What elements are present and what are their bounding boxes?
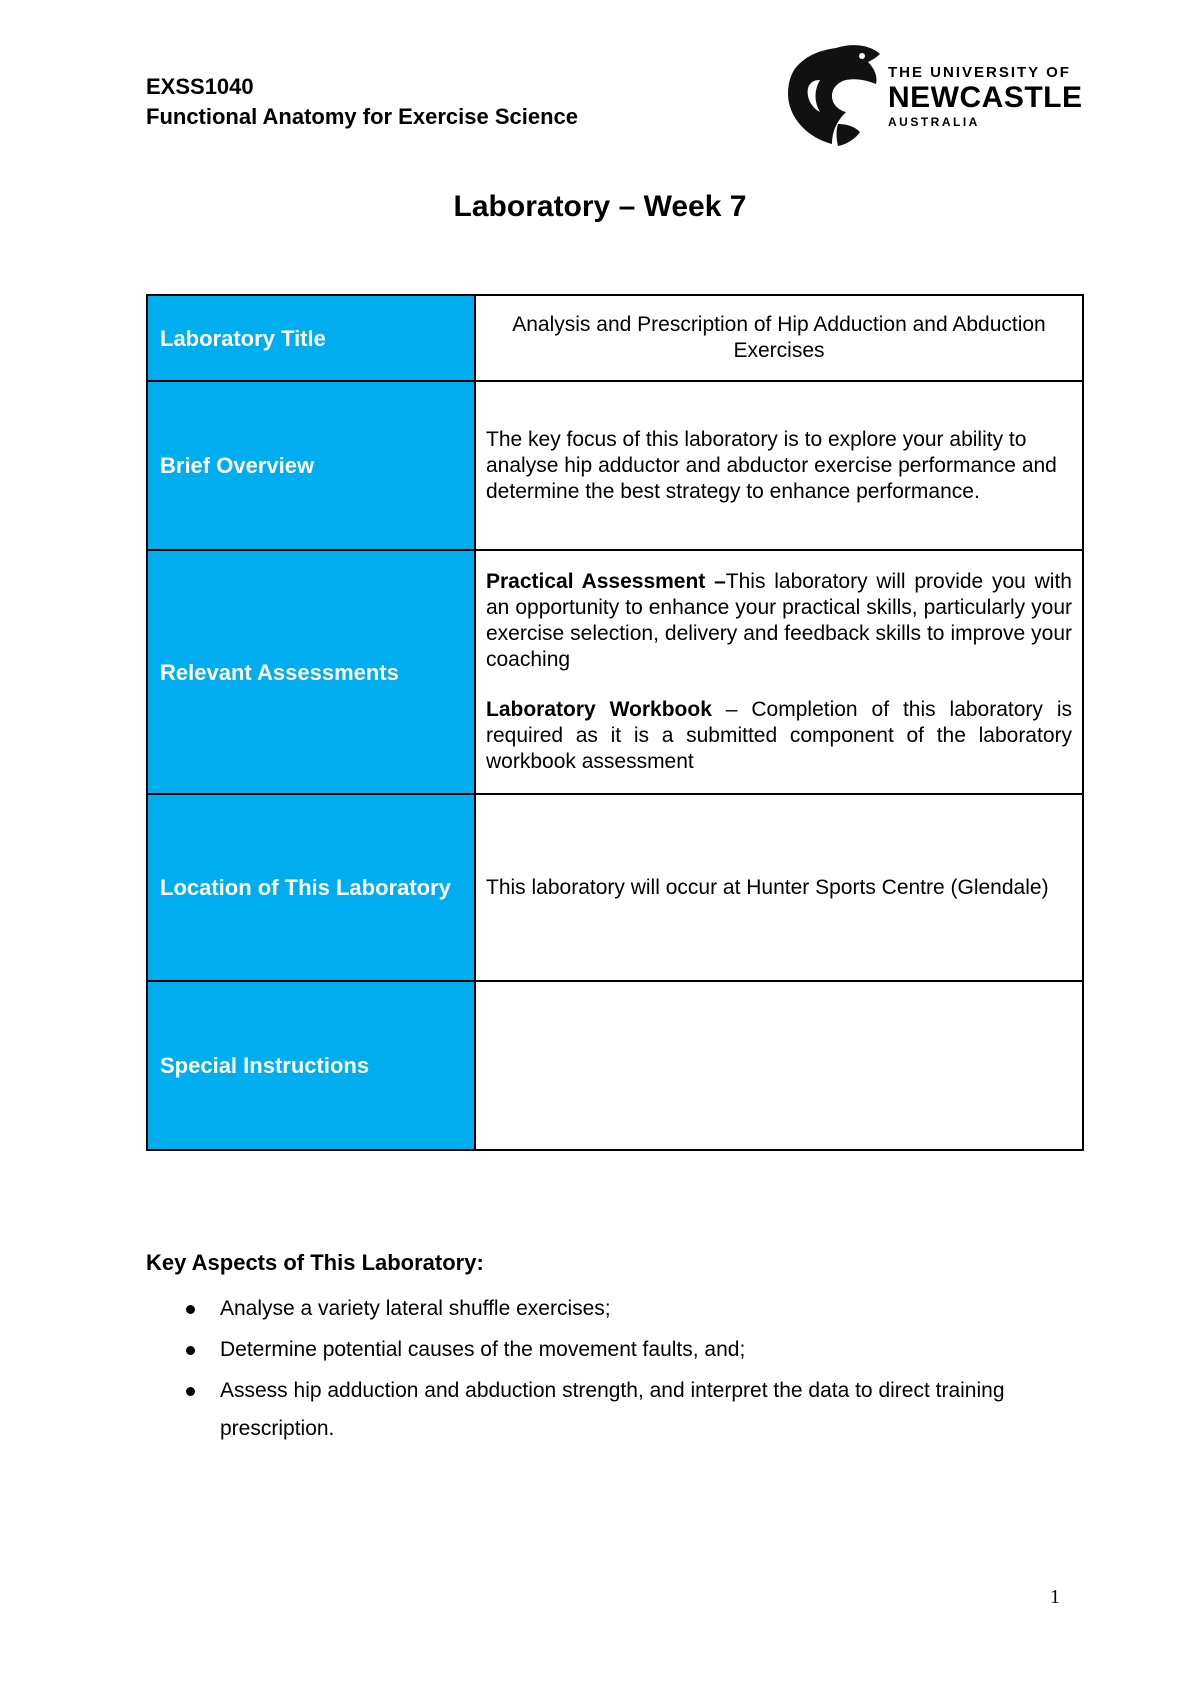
- seahorse-crest-icon: [776, 40, 884, 150]
- list-item: Analyse a variety lateral shuffle exercises;: [146, 1290, 1076, 1328]
- practical-assessment-title: Practical Assessment –: [486, 570, 726, 593]
- course-name: Functional Anatomy for Exercise Science: [146, 104, 578, 129]
- practical-assessment-paragraph: [486, 569, 1072, 673]
- page-title: Laboratory – Week 7: [453, 190, 747, 223]
- table-row: [147, 295, 1083, 381]
- page-number: 1: [1050, 1586, 1060, 1608]
- practical-assessment-text: This laboratory will provide you with an opportunity to enhance your practical skills, particularly your exercise selection, delivery and feedback skills to improve your coaching: [486, 570, 1072, 671]
- laboratory-workbook-text: – Completion of this laboratory is required as it is a submitted component of the laboratory workbook assessment: [486, 698, 1072, 773]
- row-value: [475, 550, 1083, 794]
- course-header: [146, 72, 578, 132]
- row-label: Relevant Assessments: [147, 550, 475, 794]
- laboratory-workbook-title: Laboratory Workbook: [486, 698, 712, 721]
- university-logo: [776, 40, 1083, 150]
- row-label: Location of This Laboratory: [147, 794, 475, 981]
- table-row: [147, 381, 1083, 550]
- table-row: [147, 550, 1083, 794]
- laboratory-workbook-paragraph: [486, 697, 1072, 775]
- row-value: Analysis and Prescription of Hip Adduction and Abduction Exercises: [475, 295, 1083, 381]
- list-item: Assess hip adduction and abduction strength, and interpret the data to direct training prescription.: [146, 1372, 1076, 1448]
- row-label: Special Instructions: [147, 981, 475, 1150]
- row-value: [475, 981, 1083, 1150]
- course-code: EXSS1040: [146, 74, 254, 99]
- logo-line-1: THE UNIVERSITY OF: [888, 64, 1071, 81]
- key-aspects-list: [146, 1290, 1076, 1451]
- row-label: Brief Overview: [147, 381, 475, 550]
- key-aspects-heading: Key Aspects of This Laboratory:: [146, 1250, 484, 1275]
- row-label: Laboratory Title: [147, 295, 475, 381]
- row-value: This laboratory will occur at Hunter Sports Centre (Glendale): [475, 794, 1083, 981]
- logo-wordmark: [888, 64, 1083, 130]
- laboratory-info-table: [146, 294, 1084, 1151]
- table-row: [147, 981, 1083, 1150]
- table-row: [147, 794, 1083, 981]
- row-value: The key focus of this laboratory is to explore your ability to analyse hip adductor and abductor exercise performance and determine the best strategy to enhance performance.: [475, 381, 1083, 550]
- logo-line-3: AUSTRALIA: [888, 115, 980, 129]
- logo-line-2: NEWCASTLE: [888, 81, 1083, 114]
- list-item: Determine potential causes of the movement faults, and;: [146, 1331, 1076, 1369]
